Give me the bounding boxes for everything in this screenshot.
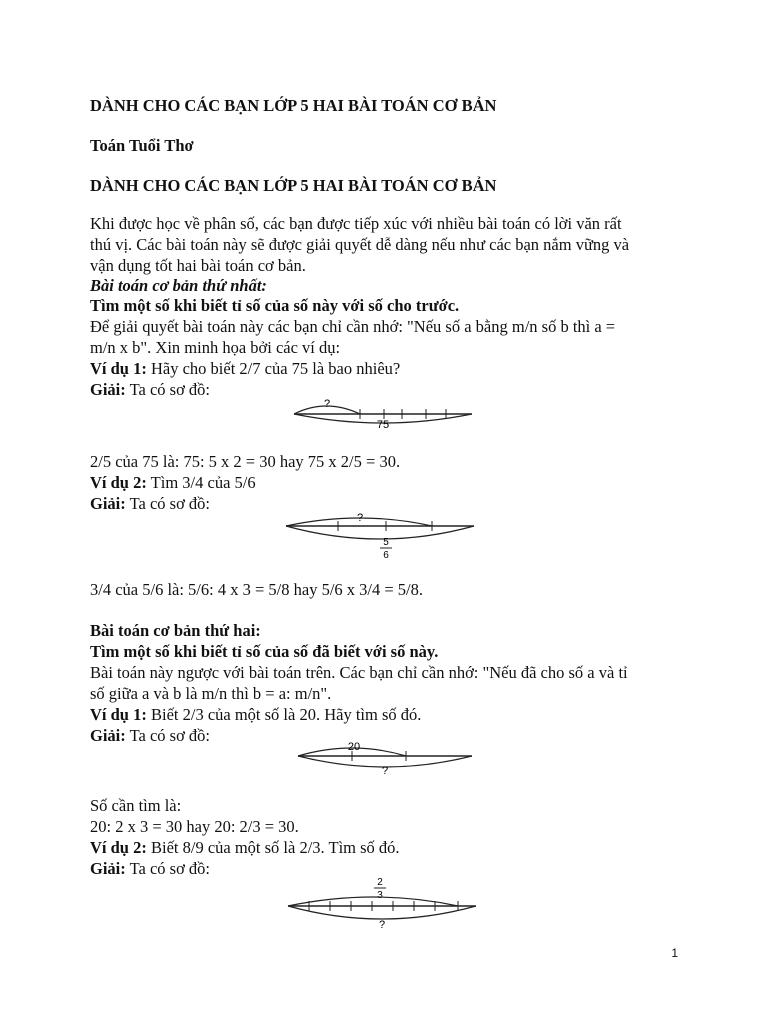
title: DÀNH CHO CÁC BẠN LỚP 5 HAI BÀI TOÁN CƠ BẢN	[90, 96, 497, 115]
solution-text: Ta có sơ đồ:	[125, 859, 211, 878]
diagram-4	[282, 874, 482, 934]
diagram-3-bottom-label: ?	[381, 765, 389, 777]
solution-label: Giải:	[90, 380, 126, 399]
part1-solution2	[90, 494, 210, 514]
part1-subheading: Tìm một số khi biết tỉ số của số này với số cho trước.	[90, 296, 460, 315]
solution-text: Ta có sơ đồ:	[125, 494, 211, 513]
part1-rule-1: Để giải quyết bài toán này các bạn chỉ cần nhớ: "Nếu số a bằng m/n số b thì a =	[90, 317, 616, 336]
title-repeat: DÀNH CHO CÁC BẠN LỚP 5 HAI BÀI TOÁN CƠ BẢN	[90, 176, 497, 195]
example-label: Ví dụ 1:	[90, 705, 147, 724]
part2-answer1: 20: 2 x 3 = 30 hay 20: 2/3 = 30.	[90, 817, 299, 836]
diagram-4-bottom-label: ?	[378, 919, 386, 931]
diagram-3-top-label: 20	[347, 741, 361, 753]
solution-label: Giải:	[90, 726, 126, 745]
diagram-3	[290, 738, 480, 778]
solution-text: Ta có sơ đồ:	[125, 380, 211, 399]
intro-line-1: Khi được học về phân số, các bạn được tiếp xúc với nhiều bài toán có lời văn rất	[90, 214, 622, 233]
part1-example1	[90, 359, 400, 379]
example-text: Tìm 3/4 của 5/6	[146, 473, 256, 492]
part2-answer-intro: Số cần tìm là:	[90, 796, 182, 815]
part2-subheading: Tìm một số khi biết tỉ số của số đã biết với số này.	[90, 642, 439, 661]
example-label: Ví dụ 2:	[90, 473, 147, 492]
part2-example1	[90, 705, 421, 725]
part2-example2	[90, 838, 400, 858]
solution-text: Ta có sơ đồ:	[125, 726, 211, 745]
diagram-1-bottom-label: 75	[376, 419, 390, 431]
page-number: 1	[671, 946, 678, 960]
part2-rule-1: Bài toán này ngược với bài toán trên. Các bạn chỉ cần nhớ: "Nếu đã cho số a và tỉ	[90, 663, 628, 682]
part1-answer1: 2/5 của 75 là: 75: 5 x 2 = 30 hay 75 x 2/5 = 30.	[90, 452, 401, 471]
solution-label: Giải:	[90, 859, 126, 878]
diagram-1	[286, 394, 482, 434]
example-text: Biết 2/3 của một số là 20. Hãy tìm số đó.	[146, 705, 422, 724]
part1-rule-2: m/n x b". Xin minh họa bởi các ví dụ:	[90, 338, 341, 357]
part1-solution1	[90, 380, 210, 400]
example-text: Biết 8/9 của một số là 2/3. Tìm số đó.	[146, 838, 400, 857]
example-label: Ví dụ 2:	[90, 838, 147, 857]
diagram-2-top-label: ?	[356, 512, 364, 524]
solution-label: Giải:	[90, 494, 126, 513]
diagram-2-bottom-numerator: 5	[383, 537, 389, 548]
diagram-4-top-numerator: 2	[377, 877, 383, 888]
diagram-2-bottom-denominator: 6	[383, 550, 389, 560]
intro-line-3: vận dụng tốt hai bài toán cơ bản.	[90, 256, 306, 275]
diagram-4-top-denominator: 3	[377, 890, 383, 901]
diagram-2	[280, 508, 480, 560]
diagram-1-top-label: ?	[323, 398, 331, 410]
part1-heading: Bài toán cơ bản thứ nhất:	[90, 276, 267, 295]
example-label: Ví dụ 1:	[90, 359, 147, 378]
part1-answer2: 3/4 của 5/6 là: 5/6: 4 x 3 = 5/8 hay 5/6 x 3/4 = 5/8.	[90, 580, 423, 599]
part2-solution2	[90, 859, 210, 879]
source-line: Toán Tuổi Thơ	[90, 136, 194, 155]
part2-solution1	[90, 726, 210, 746]
example-text: Hãy cho biết 2/7 của 75 là bao nhiêu?	[146, 359, 401, 378]
part2-heading: Bài toán cơ bản thứ hai:	[90, 621, 261, 640]
intro-line-2: thú vị. Các bài toán này sẽ được giải quyết dễ dàng nếu như các bạn nắm vững và	[90, 235, 630, 254]
part1-example2	[90, 473, 256, 493]
part2-rule-2: số giữa a và b là m/n thì b = a: m/n".	[90, 684, 332, 703]
